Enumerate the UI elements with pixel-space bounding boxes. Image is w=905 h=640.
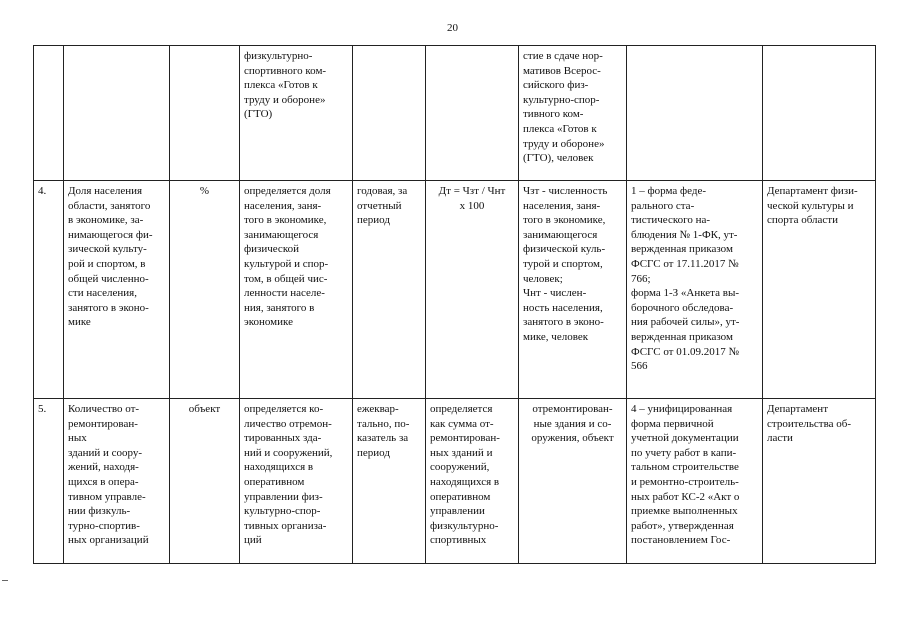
indicator-table <box>33 45 876 564</box>
formula-cell <box>426 46 519 181</box>
responsible-cell: Департамент строительства об- ласти <box>763 399 876 564</box>
responsible-cell: Департамент физи- ческой культуры и спорта области <box>763 181 876 399</box>
periodicity-cell: ежеквар- тально, по- казатель за период <box>353 399 426 564</box>
definition-cell: физкультурно- спортивного ком- плекса «Готов к труду и обороне» (ГТО) <box>240 46 353 181</box>
data-source-cell: 4 – унифицированная форма первичной учетной документации по учету работ в капи- тальном строительстве и ремонтно-строитель- ных работ КС-2 «Акт о приемке выполненных работ», утвержденная постановлением Гос- <box>627 399 763 564</box>
margin-mark <box>2 580 8 581</box>
definition-cell: определяется ко- личество отремон- тированных зда- ний и сооружений, находящихся в оперативном управлении физ- культурно-спор- тивных организа- ций <box>240 399 353 564</box>
number-cell: 5. <box>34 399 64 564</box>
data-source-cell: 1 – форма феде- рального ста- тистического на- блюдения № 1-ФК, ут- вержденная приказом ФСГС от 17.11.2017 № 766; форма 1-З «Анкета вы- борочного обследова- ния рабочей силы», ут- вержденная приказом ФСГС от 01.09.2017 № 566 <box>627 181 763 399</box>
data-source-cell <box>627 46 763 181</box>
periodicity-cell <box>353 46 426 181</box>
unit-cell: % <box>170 181 240 399</box>
indicator-name-cell: Доля населения области, занятого в экономике, за- нимающегося фи- зической культу- рой и спортом, в общей численно- сти населения, занятого в эконо- мике <box>64 181 170 399</box>
variables-cell: Чзт - численность населения, заня- того в экономике, занимающегося физической куль- турой и спортом, человек; Чнт - числен- ность населения, занятого в эконо- мике, человек <box>519 181 627 399</box>
definition-cell: определяется доля населения, заня- того в экономике, занимающегося физической культурой и спор- том, в общей чис- ленности населе- ния, занятого в экономике <box>240 181 353 399</box>
number-cell: 4. <box>34 181 64 399</box>
table-row <box>34 399 876 564</box>
table-row <box>34 181 876 399</box>
unit-cell: объект <box>170 399 240 564</box>
unit-cell <box>170 46 240 181</box>
formula-cell: Дт = Чзт / Чнт х 100 <box>426 181 519 399</box>
table-row <box>34 46 876 181</box>
variables-cell: отремонтирован- ные здания и со- оружения, объект <box>519 399 627 564</box>
indicator-name-cell: Количество от- ремонтирован- ных зданий и соору- жений, находя- щихся в опера- тивном управле- нии физкуль- турно-спортив- ных организаций <box>64 399 170 564</box>
formula-cell: определяется как сумма от- ремонтирован- ных зданий и сооружений, находящихся в оперативном управлении физкультурно- спортивных <box>426 399 519 564</box>
indicator-name-cell <box>64 46 170 181</box>
periodicity-cell: годовая, за отчетный период <box>353 181 426 399</box>
variables-cell: стие в сдаче нор- мативов Всерос- сийского физ- культурно-спор- тивного ком- плекса «Готов к труду и обороне» (ГТО), человек <box>519 46 627 181</box>
responsible-cell <box>763 46 876 181</box>
page-number: 20 <box>447 22 458 34</box>
number-cell <box>34 46 64 181</box>
